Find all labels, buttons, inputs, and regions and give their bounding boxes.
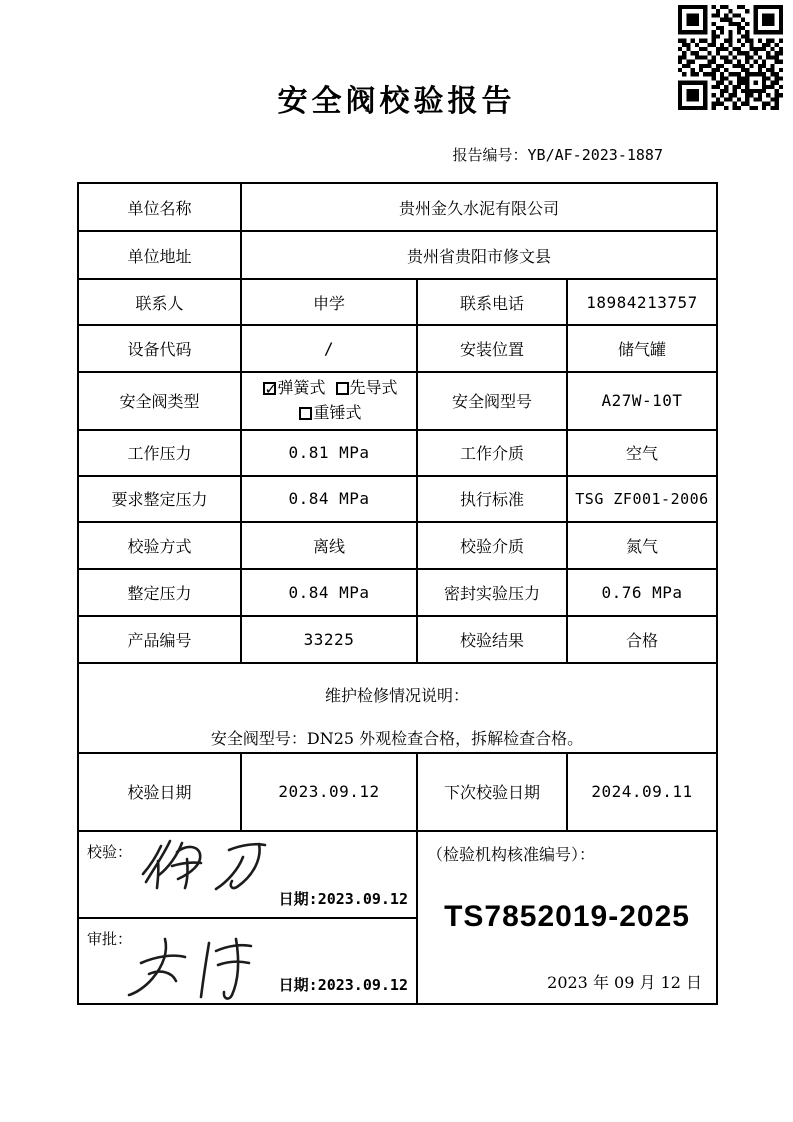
valve-type-option-label: 弹簧式 — [277, 378, 326, 397]
maintenance-note: 安全阀型号：DN25 外观检查合格，拆解检查合格。 — [210, 728, 584, 748]
next-calibration-date-label: 下次校验日期 — [417, 753, 567, 831]
contact-value: 申学 — [241, 279, 417, 325]
table-row — [78, 430, 717, 476]
set-pressure-label: 整定压力 — [78, 569, 241, 616]
table-row — [78, 569, 717, 616]
table-row — [78, 279, 717, 325]
checkbox-unchecked — [336, 382, 349, 395]
calibration-medium-value: 氮气 — [567, 522, 717, 569]
inspector-signature — [137, 832, 307, 896]
agency-approval-code: TS7852019-2025 — [444, 899, 690, 933]
next-calibration-date-value: 2024.09.11 — [567, 753, 717, 831]
seal-test-pressure-label: 密封实验压力 — [417, 569, 567, 616]
checkbox-unchecked — [299, 407, 312, 420]
agency-issue-date: 2023 年 09 月 12 日 — [547, 972, 703, 992]
valve-model-label: 安全阀型号 — [417, 372, 567, 430]
approver-label: 审批： — [87, 929, 133, 948]
valve-type-options — [241, 372, 417, 430]
calibration-method-label: 校验方式 — [78, 522, 241, 569]
table-row — [78, 183, 717, 231]
standard-value: TSG ZF001-2006 — [567, 476, 717, 522]
checkmark-icon: ✓ — [264, 380, 278, 398]
table-row — [78, 616, 717, 663]
valve-type-option-label: 重锤式 — [313, 402, 362, 422]
table-row — [78, 325, 717, 372]
standard-label: 执行标准 — [417, 476, 567, 522]
device-code-label: 设备代码 — [78, 325, 241, 372]
calibration-method-value: 离线 — [241, 522, 417, 569]
agency-label: （检验机构核准编号）： — [427, 844, 596, 864]
table-row — [78, 372, 717, 430]
unit-name-label: 单位名称 — [78, 183, 241, 231]
calibration-result-value: 合格 — [567, 616, 717, 663]
working-pressure-label: 工作压力 — [78, 430, 241, 476]
approver-sign-cell — [78, 918, 417, 1004]
table-row — [78, 831, 717, 918]
unit-name-value: 贵州金久水泥有限公司 — [241, 183, 717, 231]
set-pressure-value: 0.84 MPa — [241, 569, 417, 616]
seal-test-pressure-value: 0.76 MPa — [567, 569, 717, 616]
table-row — [78, 663, 717, 753]
contact-label: 联系人 — [78, 279, 241, 325]
table-row — [78, 231, 717, 279]
maintenance-heading: 维护检修情况说明： — [325, 685, 470, 705]
agency-cell — [417, 831, 717, 1004]
inspector-label: 校验： — [87, 842, 133, 861]
report-number — [453, 144, 663, 165]
required-set-pressure-value: 0.84 MPa — [241, 476, 417, 522]
product-no-value: 33225 — [241, 616, 417, 663]
page-title: 安全阀校验报告 — [277, 84, 516, 119]
contact-phone-value: 18984213757 — [567, 279, 717, 325]
calibration-medium-label: 校验介质 — [417, 522, 567, 569]
working-pressure-value: 0.81 MPa — [241, 430, 417, 476]
report-number-value: YB/AF-2023-1887 — [527, 146, 663, 164]
calibration-result-label: 校验结果 — [417, 616, 567, 663]
unit-address-value: 贵州省贵阳市修文县 — [241, 231, 717, 279]
report-number-label: 报告编号： — [452, 146, 528, 164]
approver-signature — [119, 929, 294, 1003]
required-set-pressure-label: 要求整定压力 — [78, 476, 241, 522]
inspector-date: 日期:2023.09.12 — [278, 889, 408, 908]
report-table — [77, 182, 718, 1005]
device-code-value: / — [241, 325, 417, 372]
table-row — [78, 753, 717, 831]
install-location-label: 安装位置 — [417, 325, 567, 372]
calibration-date-value: 2023.09.12 — [241, 753, 417, 831]
maintenance-note-cell — [78, 663, 717, 753]
valve-type-label: 安全阀类型 — [78, 372, 241, 430]
contact-phone-label: 联系电话 — [417, 279, 567, 325]
install-location-value: 储气罐 — [567, 325, 717, 372]
unit-address-label: 单位地址 — [78, 231, 241, 279]
product-no-label: 产品编号 — [78, 616, 241, 663]
calibration-date-label: 校验日期 — [78, 753, 241, 831]
valve-type-option-label: 先导式 — [349, 378, 398, 397]
valve-model-value: A27W-10T — [567, 372, 717, 430]
approver-date: 日期:2023.09.12 — [278, 975, 408, 994]
table-row — [78, 522, 717, 569]
table-row — [78, 476, 717, 522]
working-medium-label: 工作介质 — [417, 430, 567, 476]
inspector-sign-cell — [78, 831, 417, 918]
working-medium-value: 空气 — [567, 430, 717, 476]
checkbox-checked — [263, 380, 278, 398]
